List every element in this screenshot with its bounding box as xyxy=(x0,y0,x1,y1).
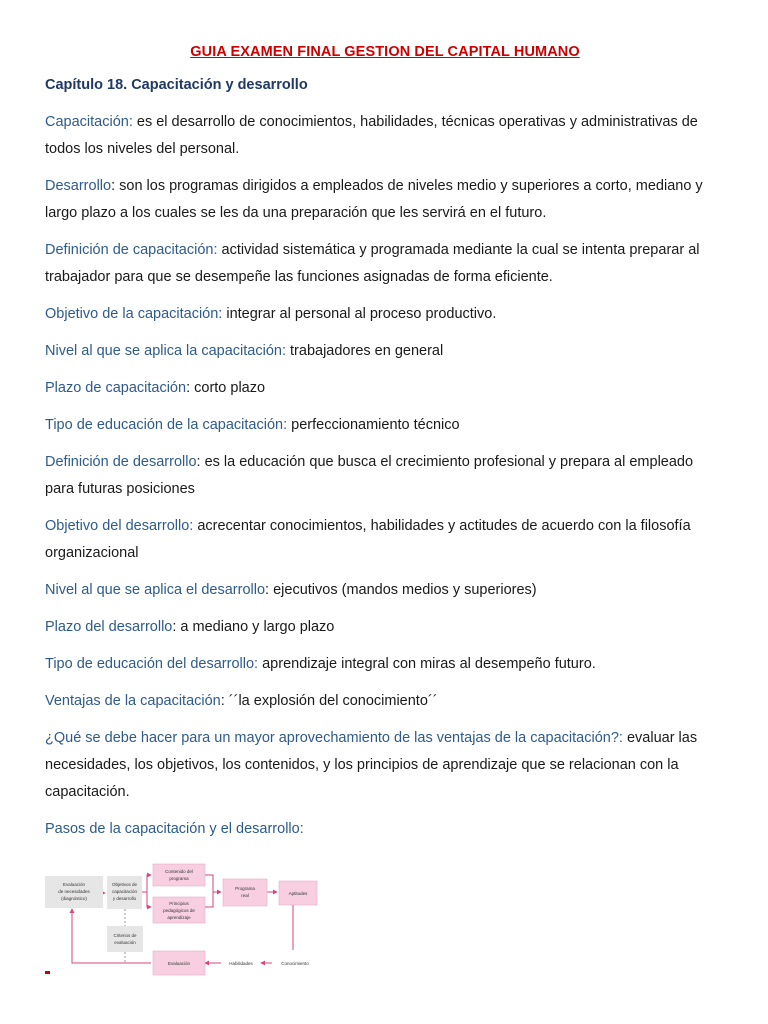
red-marker xyxy=(45,971,50,974)
node-principles-line2: pedagógicos de xyxy=(163,908,195,913)
entry-term: Nivel al que se aplica el desarrollo xyxy=(45,582,266,598)
entry-text: acrecentar conocimientos, habilidades y actitudes de acuerdo con la filosofía organizacional xyxy=(45,518,691,561)
entry-term: Objetivo de la capacitación: xyxy=(45,306,223,322)
definition-entry xyxy=(45,688,725,715)
entry-text: : es la educación que busca el crecimiento profesional y prepara al empleado para futuras posiciones xyxy=(45,454,694,497)
node-skills xyxy=(222,951,260,975)
entry-term: Definición de capacitación: xyxy=(45,242,218,258)
definition-entry xyxy=(45,109,725,163)
entry-term: Nivel al que se aplica la capacitación: xyxy=(45,343,286,359)
definition-entry xyxy=(45,614,725,641)
node-knowledge-label: Conocimiento xyxy=(281,961,309,966)
node-objectives-line2: capacitación xyxy=(111,889,138,894)
node-content-line1: Contenido del xyxy=(165,869,193,874)
chapter-heading: Capítulo 18. Capacitación y desarrollo xyxy=(45,77,308,93)
arrow-objectives-to-content xyxy=(142,875,151,892)
definition-entry xyxy=(45,338,725,365)
node-objectives-line1: Objetivos de xyxy=(111,882,138,887)
node-criteria xyxy=(107,926,143,952)
node-knowledge xyxy=(273,951,317,975)
entry-text: : corto plazo xyxy=(186,380,266,396)
definition-entry xyxy=(45,173,725,227)
entry-term: Definición de desarrollo xyxy=(45,454,197,470)
training-steps-diagram xyxy=(45,862,325,978)
entry-text: evaluar las necesidades, los objetivos, los contenidos, y los principios de aprendizaje que se relacionan con la capacitación. xyxy=(45,730,698,800)
node-program-line2: real xyxy=(241,893,249,898)
definition-entry xyxy=(45,449,725,503)
arrow-content-to-program xyxy=(205,875,221,892)
node-evaluation xyxy=(153,951,205,975)
node-criteria-line2: evaluación xyxy=(114,940,136,945)
entry-term: Tipo de educación de la capacitación: xyxy=(45,417,288,433)
steps-heading xyxy=(45,816,725,843)
node-evaluation-label: Evaluación xyxy=(167,961,191,966)
node-aptitudes xyxy=(279,881,317,905)
node-eval-needs-line2: de necesidades xyxy=(58,889,90,894)
entry-text: perfeccionamiento técnico xyxy=(287,417,460,433)
definition-entry xyxy=(45,375,725,402)
node-eval-needs xyxy=(45,876,103,908)
entry-term: Plazo de capacitación xyxy=(45,380,187,396)
definition-entry xyxy=(45,651,725,678)
node-aptitudes-label: Aptitudes xyxy=(288,891,308,896)
definition-entry xyxy=(45,412,725,439)
node-objectives xyxy=(107,876,142,909)
node-eval-needs-line1: Evaluación xyxy=(62,882,86,887)
entry-text: : ´´la explosión del conocimiento´´ xyxy=(220,693,438,709)
definition-entry xyxy=(45,513,725,567)
node-objectives-line3: y desarrollo xyxy=(112,896,137,901)
entry-text: integrar al personal al proceso productivo. xyxy=(222,306,497,322)
entry-text: aprendizaje integral con miras al desempeño futuro. xyxy=(258,656,596,672)
entry-text: es el desarrollo de conocimientos, habilidades, técnicas operativas y administrativas de todos los niveles del personal. xyxy=(45,114,698,157)
document-title: GUIA EXAMEN FINAL GESTION DEL CAPITAL HUMANO xyxy=(190,44,580,60)
arrow-objectives-to-principles xyxy=(147,892,151,907)
node-content-line2: programa xyxy=(169,876,189,881)
node-eval-needs-line3: (diagnóstico) xyxy=(61,896,87,901)
node-skills-label: Habilidades xyxy=(229,961,253,966)
arrow-principles-to-program xyxy=(205,892,213,907)
entry-text: trabajadores en general xyxy=(286,343,444,359)
entry-text: : a mediano y largo plazo xyxy=(172,619,335,635)
entry-text: actividad sistemática y programada mediante la cual se intenta preparar al trabajador para que se desempeñe las funciones asignadas de forma eficiente. xyxy=(45,242,700,285)
node-criteria-line1: Criterios de xyxy=(113,933,137,938)
node-principles-line1: Principios xyxy=(169,901,189,906)
entry-term: Pasos de la capacitación y el desarrollo: xyxy=(45,821,304,837)
definition-entry xyxy=(45,237,725,291)
entry-term: Ventajas de la capacitación xyxy=(45,693,221,709)
definition-entry xyxy=(45,725,725,806)
node-principles-line3: aprendizaje xyxy=(167,915,191,920)
definition-entry xyxy=(45,577,725,604)
definition-list xyxy=(45,109,725,843)
node-content xyxy=(153,864,205,886)
entry-term: Objetivo del desarrollo: xyxy=(45,518,194,534)
entry-text: : son los programas dirigidos a empleados de niveles medio y superiores a corto, mediano y largo plazo a los cuales se les da una preparación que les servirá en el futuro. xyxy=(45,178,703,221)
entry-term: Tipo de educación del desarrollo: xyxy=(45,656,259,672)
node-program-line1: Programa xyxy=(235,886,255,891)
node-program xyxy=(223,879,267,906)
definition-entry xyxy=(45,301,725,328)
entry-term: Desarrollo xyxy=(45,178,112,194)
entry-term: Plazo del desarrollo xyxy=(45,619,173,635)
document-page xyxy=(45,44,725,853)
entry-text: : ejecutivos (mandos medios y superiores) xyxy=(265,582,537,598)
entry-term: ¿Qué se debe hacer para un mayor aprovechamiento de las ventajas de la capacitación?: xyxy=(45,730,623,746)
entry-term: Capacitación: xyxy=(45,114,133,130)
node-principles xyxy=(153,897,205,923)
